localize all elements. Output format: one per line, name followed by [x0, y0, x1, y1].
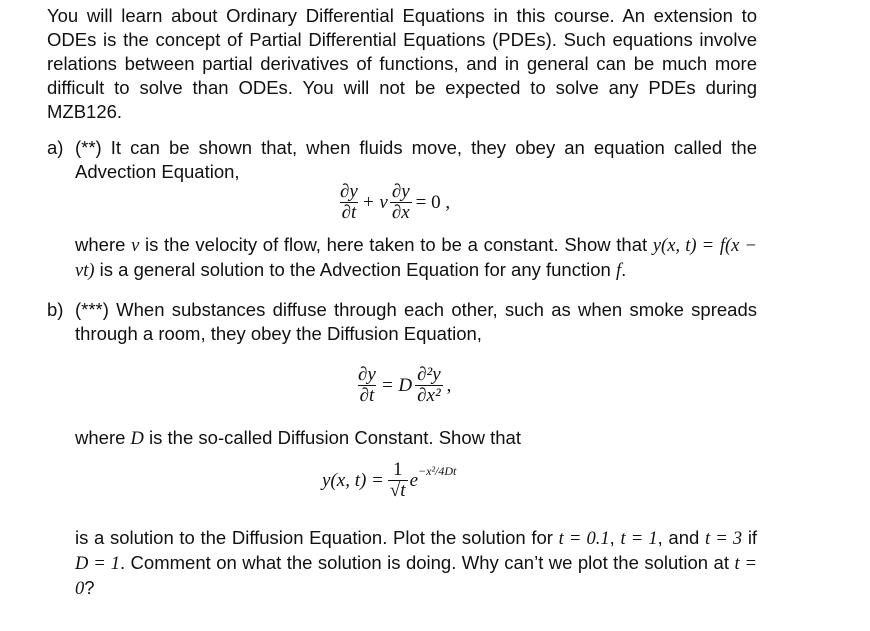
lhs-y-of-xt: y(x, t) =	[322, 469, 384, 491]
comma: ,	[446, 374, 452, 396]
numerator-dy: ∂y	[340, 181, 358, 202]
one-over-sqrt-t	[388, 460, 408, 501]
part-a-label: a)	[47, 137, 64, 158]
math-D-1: D = 1	[75, 554, 120, 574]
period: .	[621, 259, 627, 280]
text-plot-solution: is a solution to the Diffusion Equation. Plot the solution for	[75, 527, 553, 548]
intro-paragraph: You will learn about Ordinary Differential Equations in this course. An extension to ODEs is the concept of Partial Differential Equations (PDEs). Such equations involve relations between partial derivatives of functions, and in general can be much more difficult to solve than ODEs. You will not be expected to solve any PDEs during MZB126.	[47, 5, 757, 122]
text-diffusion-constant: is the so-called Diffusion Constant. Show that	[149, 427, 521, 448]
text-where: where	[75, 234, 126, 255]
math-f-x-vt: f(x − vt)	[75, 236, 758, 281]
denominator-dt: ∂t	[359, 385, 375, 406]
numerator-dy: ∂y	[391, 181, 410, 202]
numerator-one: 1	[392, 459, 403, 480]
denominator-dx: ∂x	[391, 202, 410, 223]
part-b-task	[75, 526, 757, 601]
math-t-3: t = 3	[704, 529, 743, 549]
text-velocity: is the velocity of flow, here taken to be a constant. Show that	[144, 234, 648, 255]
diffusion-equation	[356, 365, 451, 406]
dy-dt-fraction	[338, 182, 360, 223]
denominator-dx2: ∂x²	[417, 385, 441, 406]
symbol-v: v	[131, 236, 140, 256]
diffusion-solution	[322, 460, 456, 501]
denominator-dt: ∂t	[341, 202, 357, 223]
equals-D: = D	[380, 374, 413, 396]
dy-dx-fraction	[390, 182, 412, 223]
math-t-1: t = 1	[620, 529, 658, 549]
question-mark: ?	[84, 577, 95, 598]
symbol-D: D	[130, 429, 144, 449]
comma: ,	[609, 527, 615, 548]
dy-dt-fraction	[356, 365, 378, 406]
numerator-d2y: ∂²y	[417, 364, 441, 385]
denominator-sqrt-t: √t	[389, 480, 406, 501]
part-a-statement	[75, 233, 757, 283]
part-b-label: b)	[47, 299, 64, 320]
part-a-lead: (**) It can be shown that, when fluids move, they obey an equation called the Advection Equation,	[75, 137, 757, 182]
symbol-f: f	[615, 261, 622, 281]
part-b-where	[75, 426, 757, 451]
part-b-lead: (***) When substances diffuse through each other, such as when smoke spreads through a room, they obey the Diffusion Equation,	[75, 299, 757, 344]
exp-base-e: e	[409, 469, 419, 491]
advection-equation	[338, 182, 450, 223]
text-and: , and	[657, 527, 700, 548]
math-t-0-1: t = 0.1	[558, 529, 610, 549]
math-t-0: t = 0	[75, 554, 757, 599]
text-where: where	[75, 427, 126, 448]
equals-zero: = 0 ,	[415, 191, 451, 213]
exponent: −x²/4Dt	[418, 464, 457, 478]
text-comment: . Comment on what the solution is doing. Why can’t we plot the solution at	[119, 552, 729, 573]
numerator-dy: ∂y	[358, 364, 376, 385]
text-if: if	[747, 527, 758, 548]
text-general-solution: is a general solution to the Advection Equation for any function	[99, 259, 611, 280]
d2y-dx2-fraction	[415, 365, 443, 406]
math-y-of-xt: y(x, t) =	[652, 236, 715, 256]
plus-v: + v	[361, 191, 388, 213]
